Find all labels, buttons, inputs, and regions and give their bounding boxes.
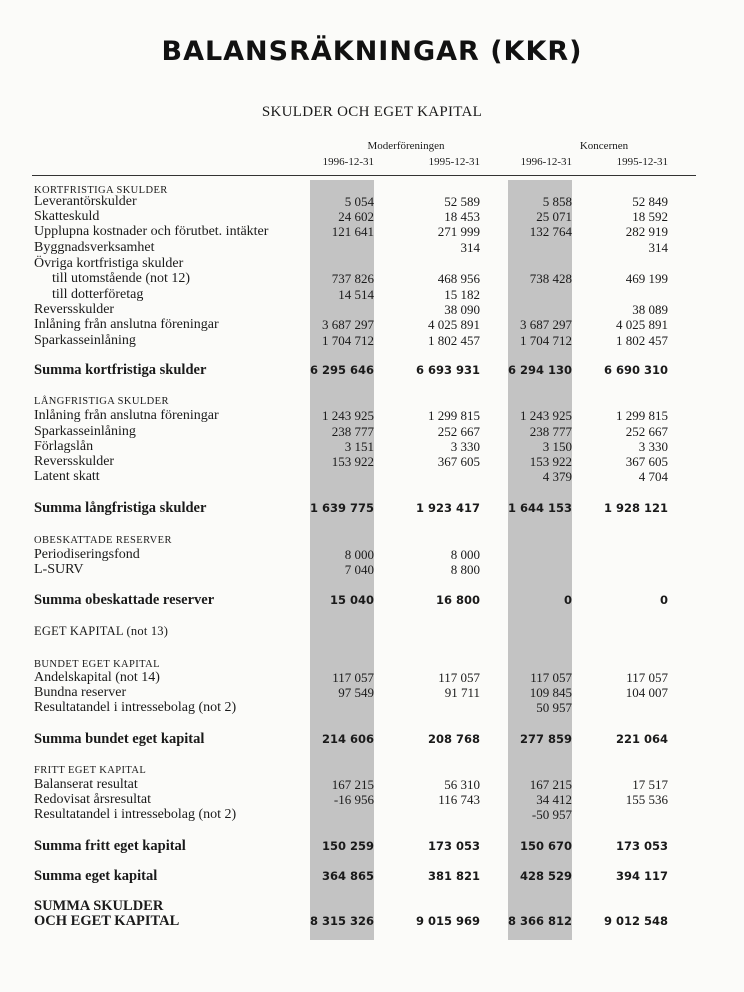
table-row bbox=[0, 670, 744, 686]
table-row bbox=[0, 209, 744, 225]
row-label: Summa obeskattade reserver bbox=[34, 592, 215, 608]
value-cell: 468 956 bbox=[437, 271, 480, 286]
value-cell: 4 025 891 bbox=[616, 317, 668, 332]
section-header-row bbox=[0, 623, 744, 639]
value-cell: 24 602 bbox=[338, 209, 374, 224]
row-label: Balanserat resultat bbox=[34, 777, 138, 792]
value-cell: 3 687 297 bbox=[520, 317, 572, 332]
table-row bbox=[0, 302, 744, 318]
value-cell: 25 071 bbox=[536, 209, 572, 224]
row-label: Summa bundet eget kapital bbox=[34, 731, 205, 747]
value-cell: 5 858 bbox=[542, 194, 572, 209]
column-date: 1996-12-31 bbox=[520, 156, 572, 168]
value-cell: 0 bbox=[563, 593, 572, 607]
row-label: Inlåning från anslutna föreningar bbox=[34, 317, 219, 332]
table-row bbox=[0, 408, 744, 424]
table-row bbox=[0, 562, 744, 578]
row-label: Latent skatt bbox=[34, 469, 100, 484]
table-row bbox=[0, 424, 744, 440]
row-label: Bundna reserver bbox=[34, 685, 127, 700]
table-row bbox=[0, 256, 744, 272]
value-cell: 367 605 bbox=[625, 454, 668, 469]
value-cell: 8 800 bbox=[450, 562, 480, 577]
value-cell: 1 243 925 bbox=[322, 408, 374, 423]
value-cell: 116 743 bbox=[438, 792, 480, 807]
table-row bbox=[0, 194, 744, 210]
value-cell: 15 040 bbox=[329, 593, 374, 607]
value-cell: 1 704 712 bbox=[322, 333, 374, 348]
row-label: BUNDET EGET KAPITAL bbox=[34, 659, 160, 670]
row-label: Resultatandel i intressebolag (not 2) bbox=[34, 700, 237, 715]
value-cell: 3 330 bbox=[450, 439, 480, 454]
value-cell: 8 000 bbox=[450, 547, 480, 562]
value-cell: 117 057 bbox=[332, 670, 374, 685]
value-cell: 121 641 bbox=[331, 224, 374, 239]
row-label: Andelskapital (not 14) bbox=[34, 670, 160, 685]
row-label: L-SURV bbox=[34, 562, 84, 577]
value-cell: 14 514 bbox=[338, 287, 374, 302]
value-cell: 469 199 bbox=[625, 271, 668, 286]
value-cell: 1 644 153 bbox=[507, 501, 572, 515]
value-cell: 1 299 815 bbox=[616, 408, 668, 423]
value-cell: 150 670 bbox=[519, 839, 572, 853]
column-group-group: Koncernen bbox=[579, 140, 629, 152]
row-label: Sparkasseinlåning bbox=[34, 424, 136, 439]
table-row bbox=[0, 685, 744, 701]
table-row bbox=[0, 777, 744, 793]
value-cell: 97 549 bbox=[338, 685, 374, 700]
row-label: Summa kortfristiga skulder bbox=[34, 362, 207, 378]
table-row bbox=[0, 469, 744, 485]
value-cell: 18 592 bbox=[632, 209, 668, 224]
column-date: 1995-12-31 bbox=[616, 156, 668, 168]
value-cell: -50 957 bbox=[531, 807, 572, 822]
value-cell: 9 015 969 bbox=[415, 914, 480, 928]
table-row bbox=[0, 224, 744, 240]
value-cell: 132 764 bbox=[529, 224, 572, 239]
summary-row bbox=[0, 731, 744, 747]
value-cell: 8 315 326 bbox=[309, 914, 374, 928]
value-cell: 52 589 bbox=[444, 194, 480, 209]
row-label: Redovisat årsresultat bbox=[34, 792, 152, 807]
value-cell: 277 859 bbox=[519, 732, 572, 746]
row-label: Sparkasseinlåning bbox=[34, 333, 136, 348]
value-cell: 3 330 bbox=[638, 439, 668, 454]
row-label: Resultatandel i intressebolag (not 2) bbox=[34, 807, 237, 822]
row-label: Summa långfristiga skulder bbox=[34, 500, 207, 516]
value-cell: 17 517 bbox=[632, 777, 668, 792]
row-label: Skatteskuld bbox=[34, 209, 100, 224]
row-label: SUMMA SKULDER bbox=[34, 898, 164, 914]
section-header-row bbox=[0, 532, 744, 548]
value-cell: 153 922 bbox=[331, 454, 374, 469]
table-row bbox=[0, 317, 744, 333]
value-cell: 117 057 bbox=[530, 670, 572, 685]
row-label: till dotterföretag bbox=[52, 287, 144, 302]
row-label: Reversskulder bbox=[34, 454, 115, 469]
summary-row bbox=[0, 898, 744, 914]
row-label: EGET KAPITAL (not 13) bbox=[34, 624, 169, 638]
table-row bbox=[0, 700, 744, 716]
value-cell: 109 845 bbox=[529, 685, 572, 700]
table-row bbox=[0, 333, 744, 349]
value-cell: 314 bbox=[460, 240, 480, 255]
value-cell: 0 bbox=[659, 593, 668, 607]
value-cell: 117 057 bbox=[438, 670, 480, 685]
row-label: LÅNGFRISTIGA SKULDER bbox=[34, 396, 169, 407]
column-date: 1995-12-31 bbox=[428, 156, 480, 168]
value-cell: 4 025 891 bbox=[428, 317, 480, 332]
value-cell: 6 690 310 bbox=[603, 363, 668, 377]
value-cell: 167 215 bbox=[331, 777, 374, 792]
value-cell: 6 295 646 bbox=[309, 363, 374, 377]
value-cell: 16 800 bbox=[435, 593, 480, 607]
value-cell: 1 802 457 bbox=[428, 333, 480, 348]
section-header-row bbox=[0, 393, 744, 409]
row-label: Summa eget kapital bbox=[34, 868, 158, 884]
value-cell: 155 536 bbox=[625, 792, 668, 807]
value-cell: 1 639 775 bbox=[309, 501, 374, 515]
value-cell: 6 693 931 bbox=[415, 363, 480, 377]
value-cell: 38 090 bbox=[444, 302, 480, 317]
table-row bbox=[0, 287, 744, 303]
value-cell: 3 151 bbox=[344, 439, 374, 454]
value-cell: 56 310 bbox=[444, 777, 480, 792]
row-label: Periodiseringsfond bbox=[34, 547, 140, 562]
summary-row bbox=[0, 838, 744, 854]
section-header-row bbox=[0, 762, 744, 778]
table-row bbox=[0, 547, 744, 563]
value-cell: 367 605 bbox=[437, 454, 480, 469]
column-date: 1996-12-31 bbox=[322, 156, 374, 168]
summary-row bbox=[0, 913, 744, 929]
value-cell: 314 bbox=[648, 240, 668, 255]
value-cell: 3 150 bbox=[542, 439, 572, 454]
value-cell: 150 259 bbox=[321, 839, 374, 853]
summary-row bbox=[0, 362, 744, 378]
value-cell: 34 412 bbox=[536, 792, 572, 807]
value-cell: 173 053 bbox=[615, 839, 668, 853]
value-cell: -16 956 bbox=[333, 792, 374, 807]
row-label: Summa fritt eget kapital bbox=[34, 838, 186, 854]
value-cell: 1 704 712 bbox=[520, 333, 572, 348]
value-cell: 252 667 bbox=[437, 424, 480, 439]
value-cell: 167 215 bbox=[529, 777, 572, 792]
row-label: Reversskulder bbox=[34, 302, 115, 317]
value-cell: 173 053 bbox=[427, 839, 480, 853]
table-row bbox=[0, 439, 744, 455]
value-cell: 1 243 925 bbox=[520, 408, 572, 423]
value-cell: 238 777 bbox=[529, 424, 572, 439]
value-cell: 5 054 bbox=[344, 194, 374, 209]
summary-row bbox=[0, 500, 744, 516]
column-group-parent: Moderföreningen bbox=[367, 140, 445, 152]
value-cell: 1 299 815 bbox=[428, 408, 480, 423]
row-label: Förlagslån bbox=[34, 439, 94, 454]
value-cell: 1 923 417 bbox=[415, 501, 480, 515]
row-label: Upplupna kostnader och förutbet. intäkter bbox=[34, 224, 269, 239]
summary-row bbox=[0, 868, 744, 884]
value-cell: 8 366 812 bbox=[507, 914, 572, 928]
value-cell: 364 865 bbox=[321, 869, 374, 883]
value-cell: 271 999 bbox=[437, 224, 480, 239]
table-row bbox=[0, 792, 744, 808]
row-label: Byggnadsverksamhet bbox=[34, 240, 155, 255]
value-cell: 381 821 bbox=[427, 869, 480, 883]
value-cell: 737 826 bbox=[331, 271, 374, 286]
row-label: Övriga kortfristiga skulder bbox=[34, 256, 184, 271]
value-cell: 428 529 bbox=[519, 869, 572, 883]
value-cell: 9 012 548 bbox=[603, 914, 668, 928]
value-cell: 738 428 bbox=[529, 271, 572, 286]
value-cell: 104 007 bbox=[625, 685, 668, 700]
row-label: KORTFRISTIGA SKULDER bbox=[34, 185, 168, 196]
section-subtitle: SKULDER OCH EGET KAPITAL bbox=[261, 104, 483, 120]
row-label: FRITT EGET KAPITAL bbox=[34, 765, 147, 776]
table-row bbox=[0, 454, 744, 470]
value-cell: 4 704 bbox=[638, 469, 668, 484]
value-cell: 8 000 bbox=[344, 547, 374, 562]
row-label: Leverantörskulder bbox=[34, 194, 137, 209]
table-row bbox=[0, 271, 744, 287]
value-cell: 282 919 bbox=[625, 224, 668, 239]
value-cell: 153 922 bbox=[529, 454, 572, 469]
value-cell: 50 957 bbox=[536, 700, 572, 715]
value-cell: 38 089 bbox=[632, 302, 668, 317]
value-cell: 18 453 bbox=[444, 209, 480, 224]
table-row bbox=[0, 240, 744, 256]
value-cell: 4 379 bbox=[542, 469, 572, 484]
value-cell: 208 768 bbox=[427, 732, 480, 746]
value-cell: 3 687 297 bbox=[322, 317, 374, 332]
value-cell: 214 606 bbox=[321, 732, 374, 746]
value-cell: 6 294 130 bbox=[507, 363, 572, 377]
value-cell: 238 777 bbox=[331, 424, 374, 439]
header-divider bbox=[32, 175, 696, 176]
row-label: Inlåning från anslutna föreningar bbox=[34, 408, 219, 423]
row-label: till utomstående (not 12) bbox=[52, 271, 191, 286]
value-cell: 91 711 bbox=[444, 685, 480, 700]
summary-row bbox=[0, 592, 744, 608]
value-cell: 15 182 bbox=[444, 287, 480, 302]
table-row bbox=[0, 807, 744, 823]
row-label: OCH EGET KAPITAL bbox=[34, 913, 180, 929]
value-cell: 252 667 bbox=[625, 424, 668, 439]
value-cell: 394 117 bbox=[615, 869, 668, 883]
value-cell: 7 040 bbox=[344, 562, 374, 577]
page-title: BALANSRÄKNINGAR (KKR) bbox=[161, 36, 583, 67]
value-cell: 52 849 bbox=[632, 194, 668, 209]
row-label: OBESKATTADE RESERVER bbox=[34, 535, 172, 546]
value-cell: 117 057 bbox=[626, 670, 668, 685]
value-cell: 1 802 457 bbox=[616, 333, 668, 348]
value-cell: 221 064 bbox=[615, 732, 668, 746]
value-cell: 1 928 121 bbox=[603, 501, 668, 515]
